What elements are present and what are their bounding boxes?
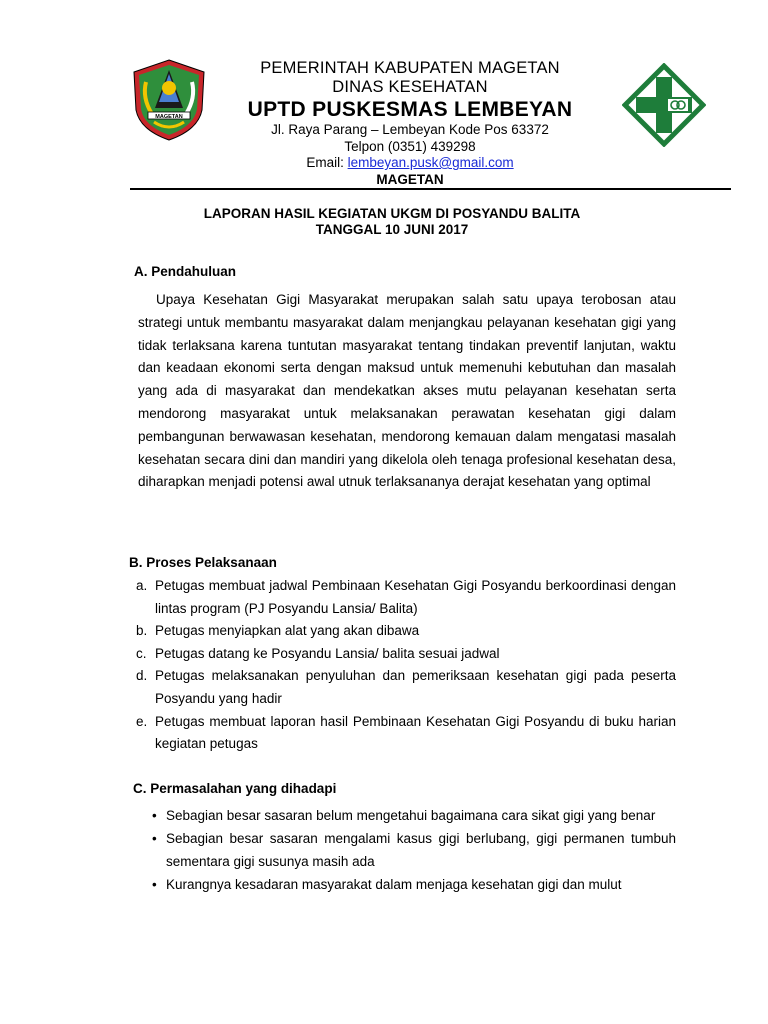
email-label: Email: xyxy=(306,155,348,170)
problems-list xyxy=(152,804,676,896)
list-item-text: Sebagian besar sasaran mengalami kasus gigi berlubang, gigi permanen tumbuh sementara gigi susunya masih ada xyxy=(166,831,676,869)
list-item xyxy=(152,804,676,827)
city: MAGETAN xyxy=(376,171,444,187)
department-name: DINAS KESEHATAN xyxy=(332,78,488,96)
institution-name: UPTD PUSKESMAS LEMBEYAN xyxy=(247,98,573,121)
section-b-heading: B. Proses Pelaksanaan xyxy=(129,555,277,570)
address: Jl. Raya Parang – Lembeyan Kode Pos 63372 xyxy=(271,122,549,137)
list-item-text: Petugas membuat jadwal Pembinaan Kesehatan Gigi Posyandu berkoordinasi dengan lintas program (PJ Posyandu Lansia/ Balita) xyxy=(155,578,676,616)
section-c-heading: C. Permasalahan yang dihadapi xyxy=(133,781,337,796)
section-a-heading: A. Pendahuluan xyxy=(134,264,237,279)
puskesmas-logo xyxy=(622,63,706,147)
list-item xyxy=(136,575,676,620)
bullet-marker: • xyxy=(152,877,157,892)
emblem-label: MAGETAN xyxy=(155,114,183,120)
list-item-text: Kurangnya kesadaran masyarakat dalam menjaga kesehatan gigi dan mulut xyxy=(166,877,622,892)
list-item xyxy=(136,665,676,710)
header-divider xyxy=(130,188,731,190)
report-date: TANGGAL 10 JUNI 2017 xyxy=(315,221,469,237)
list-item xyxy=(152,827,676,873)
government-name: PEMERINTAH KABUPATEN MAGETAN xyxy=(260,59,560,77)
list-item-text: Petugas membuat laporan hasil Pembinaan Kesehatan Gigi Posyandu di buku harian kegiatan petugas xyxy=(155,713,676,752)
list-item xyxy=(136,711,676,756)
email-link[interactable]: lembeyan.pusk@gmail.com xyxy=(347,155,514,170)
bullet-marker: • xyxy=(152,831,157,846)
letterhead xyxy=(210,59,610,187)
email-line xyxy=(210,155,610,172)
report-title-line: LAPORAN HASIL KEGIATAN UKGM DI POSYANDU BALITA xyxy=(203,206,581,221)
section-a-paragraph xyxy=(138,289,676,494)
bullet-marker: • xyxy=(152,808,157,823)
process-list xyxy=(136,575,676,756)
list-marker: c. xyxy=(136,645,147,661)
list-marker: a. xyxy=(136,578,148,593)
list-marker: e. xyxy=(136,713,148,729)
list-item-text: Petugas datang ke Posyandu Lansia/ balita sesuai jadwal xyxy=(155,645,500,661)
list-item-text: Sebagian besar sasaran belum mengetahui bagaimana cara sikat gigi yang benar xyxy=(166,808,656,823)
list-item xyxy=(136,620,676,643)
list-item-text: Petugas menyiapkan alat yang akan dibawa xyxy=(155,623,420,639)
section-a-text: Upaya Kesehatan Gigi Masyarakat merupakan salah satu upaya terobosan atau strategi untuk membantu masyarakat dalam menjangkau pelayanan kesehatan gigi yang tidak terlaksana karena tuntutan masyarakat tentang tindakan preventif lanjutan, waktu dan keadaan ekonomi serta dengan maksud untuk memenuhi kebutuhan dan masalah yang ada di masyarakat dan mendekatkan akses mutu pelayanan kesehatan serta mendorong masyarakat untuk melaksanakan perawatan kesehatan gigi dalam pembangunan berwawasan kesehatan, mendorong kemauan dalam mengatasi masalah kesehatan secara dini dan mandiri yang dikelola oleh tenaga profesional kesehatan desa, diharapkan menjadi potensi awal utnuk terlaksananya derajat kesehatan yang optimal xyxy=(138,292,676,490)
list-marker: b. xyxy=(136,623,148,639)
list-item xyxy=(136,643,676,666)
list-item xyxy=(152,873,676,896)
phone: Telpon (0351) 439298 xyxy=(344,138,476,154)
report-title xyxy=(120,206,664,237)
list-marker: d. xyxy=(136,668,148,684)
list-item-text: Petugas melaksanakan penyuluhan dan pemeriksaan kesehatan gigi pada peserta Posyandu yang hadir xyxy=(155,668,676,706)
magetan-emblem-logo xyxy=(128,58,210,142)
